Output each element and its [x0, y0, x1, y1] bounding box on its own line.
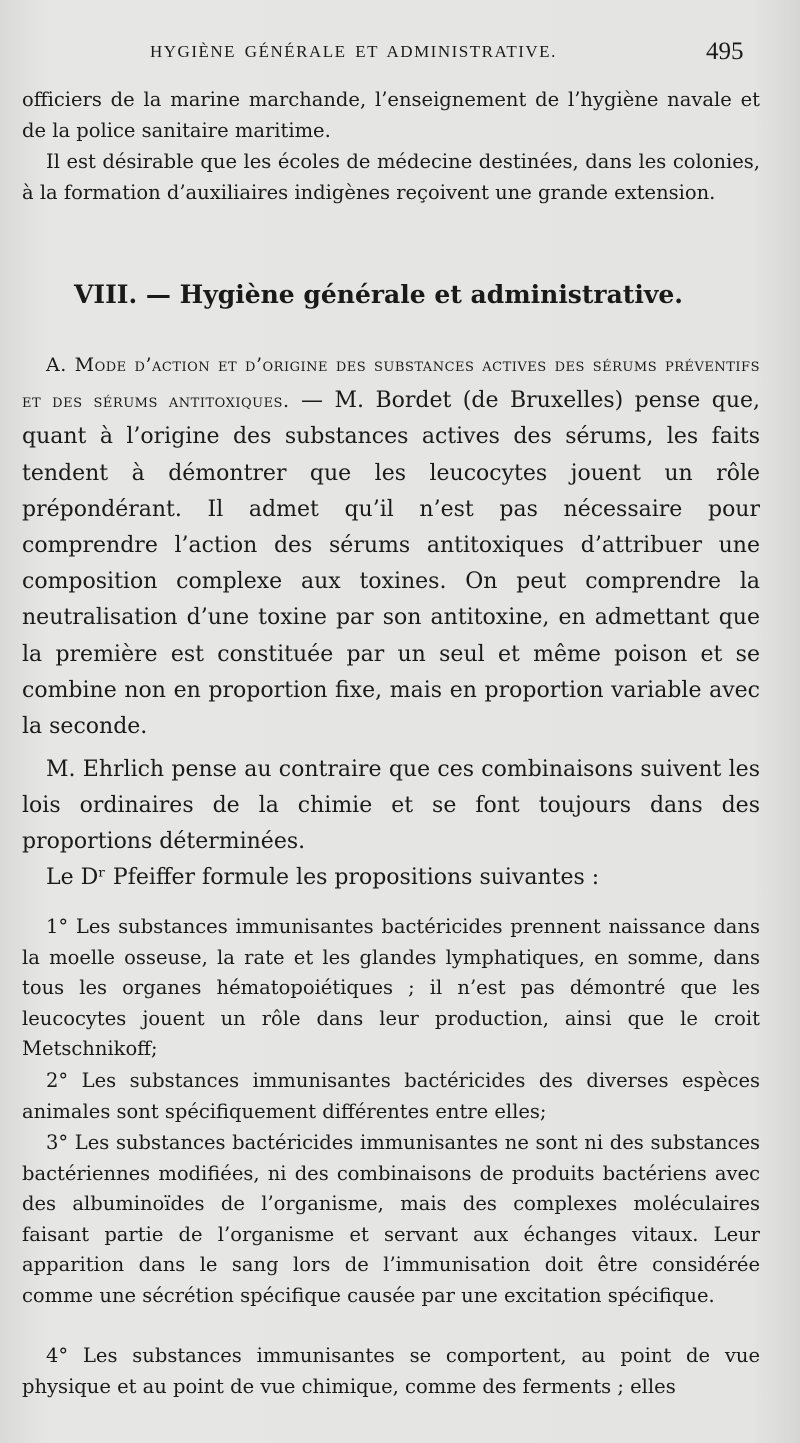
proposition-1: 1° Les substances immunisantes bactéricides prennent naissance dans la moelle osseuse, la rate et les glandes lymphatiques, en somme, dans tous les organes hématopoiétiques ; il n’est pas démontré que les leucocytes jouent un rôle dans leur production, ainsi que le croit Metschnikoff; [22, 915, 760, 1060]
section-title: VIII. — Hygiène générale et administrative. [74, 280, 683, 309]
proposition-2: 2° Les substances immunisantes bactéricides des diverses espèces animales sont spécifiquement différentes entre elles; [22, 1069, 760, 1123]
bordet-text: — M. Bordet (de Bruxelles) pense que, quant à l’origine des substances actives des sérums, les faits tendent à démontrer que les leucocytes jouent un rôle prépondérant. Il admet qu’il n’est pas nécessaire pour comprendre l’action des sérums antitoxiques d’attribuer une composition complexe aux toxines. On peut comprendre la neutralisation d’une toxine par son antitoxine, en admettant que la première est constituée par un seul et même poison et se combine non en proportion fixe, mais en proportion variable avec la seconde. [22, 388, 761, 740]
intro-paragraph-1: officiers de la marine marchande, l’enseignement de l’hygiène navale et de la police sanitaire maritime. [22, 88, 760, 142]
proposition-3: 3° Les substances bactéricides immunisantes ne sont ni des substances bactériennes modifiées, ni des combinaisons de produits bactériens avec des albuminoïdes de l’organisme, mais des complexes moléculaires faisant partie de l’organisme et servant aux échanges vitaux. Leur apparition dans le sang lors de l’immunisation doit être considérée comme une sécrétion spécifique causée par une excitation spécifique. [22, 1131, 760, 1307]
bordet-paragraph [22, 347, 760, 745]
ehrlich-paragraph: M. Ehrlich pense au contraire que ces combinaisons suivent les lois ordinaires de la chimie et se font toujours dans des proportions déterminées. [22, 757, 760, 855]
running-title: HYGIÈNE GÉNÉRALE ET ADMINISTRATIVE. [150, 42, 557, 61]
intro-paragraph-2: Il est désirable que les écoles de médecine destinées, dans les colonies, à la formation d’auxiliaires indigènes reçoivent une grande extension. [22, 150, 760, 204]
page-number: 495 [706, 38, 744, 65]
proposition-4: 4° Les substances immunisantes se comportent, au point de vue physique et au point de vue chimique, comme des ferments ; elles [22, 1344, 760, 1398]
subsection-heading: A. Mode d’action et d’origine des substances actives des sérums préventifs et des sérums antitoxiques. [22, 354, 760, 413]
pfeiffer-intro: Le Dʳ Pfeiffer formule les propositions suivantes : [46, 865, 600, 890]
